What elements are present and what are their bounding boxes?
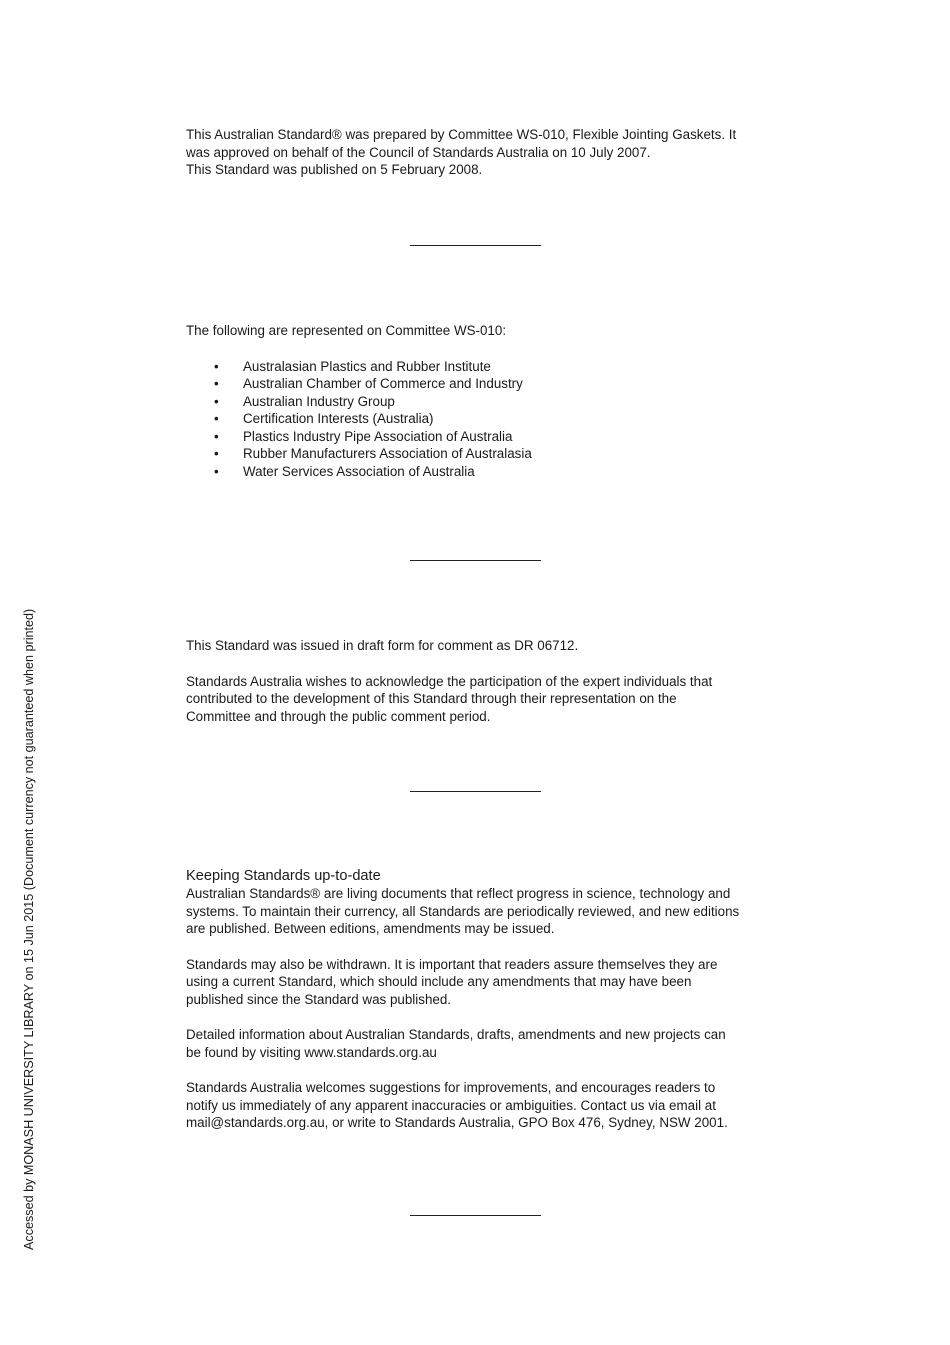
- bullet-icon: •: [214, 376, 219, 391]
- acknowledgement-text: Standards Australia wishes to acknowledge the participation of the expert individuals that contributed to the development of this Standard through their representation on the Committee and through the public comment period.: [186, 673, 713, 724]
- committee-member-list: [186, 358, 776, 481]
- bullet-icon: •: [214, 358, 219, 374]
- approval-text: This Australian Standard® was prepared by Committee WS-010, Flexible Jointing Gaskets. It was approved on behalf of the Council of Standards Australia on 10 July 2007. This Standard was published on 5 February 2008.: [186, 127, 737, 177]
- list-item: [186, 410, 776, 428]
- bullet-icon: •: [214, 411, 219, 426]
- section-divider: [410, 791, 541, 792]
- committee-member: Australasian Plastics and Rubber Institute: [243, 358, 491, 374]
- access-watermark-text: Accessed by MONASH UNIVERSITY LIBRARY on 15 Jun 2015 (Document currency not guaranteed when printed): [22, 608, 36, 1250]
- committee-member: Certification Interests (Australia): [243, 411, 434, 426]
- committee-section: [186, 322, 776, 480]
- committee-member: Water Services Association of Australia: [243, 463, 475, 479]
- approval-section: [186, 126, 776, 179]
- committee-member: Australian Chamber of Commerce and Industry: [243, 376, 523, 391]
- committee-member: Rubber Manufacturers Association of Australasia: [243, 446, 532, 461]
- list-item: [186, 393, 776, 411]
- draft-section: [186, 637, 776, 725]
- committee-intro: The following are represented on Committee WS-010:: [186, 323, 507, 338]
- section-divider: [410, 560, 541, 561]
- bullet-icon: •: [214, 463, 219, 479]
- paragraph: Standards may also be withdrawn. It is important that readers assure themselves they are using a current Standard, which should include any amendments that may have been published since the Standard was published.: [186, 956, 718, 1007]
- keeping-standards-section: [186, 867, 776, 1132]
- list-item: [186, 463, 776, 481]
- section-divider: [410, 1215, 541, 1216]
- bullet-icon: •: [214, 428, 219, 444]
- list-item: [186, 445, 776, 463]
- draft-issued-text: This Standard was issued in draft form for comment as DR 06712.: [186, 638, 579, 653]
- bullet-icon: •: [214, 393, 219, 409]
- section-heading: Keeping Standards up-to-date: [186, 868, 381, 884]
- list-item: [186, 428, 776, 446]
- section-divider: [410, 245, 541, 246]
- committee-member: Australian Industry Group: [243, 393, 395, 409]
- paragraph: Australian Standards® are living documents that reflect progress in science, technology and systems. To maintain their currency, all Standards are periodically reviewed, and new editions are published. Between editions, amendments may be issued.: [186, 886, 740, 936]
- committee-member: Plastics Industry Pipe Association of Australia: [243, 428, 513, 444]
- bullet-icon: •: [214, 446, 219, 461]
- list-item: [186, 358, 776, 376]
- paragraph: Detailed information about Australian Standards, drafts, amendments and new projects can be found by visiting www.standards.org.au: [186, 1027, 726, 1060]
- paragraph: Standards Australia welcomes suggestions for improvements, and encourages readers to notify us immediately of any apparent inaccuracies or ambiguities. Contact us via email at mail@standards.org.au, or write to Standards Australia, GPO Box 476, Sydney, NSW 2001.: [186, 1080, 728, 1130]
- list-item: [186, 375, 776, 393]
